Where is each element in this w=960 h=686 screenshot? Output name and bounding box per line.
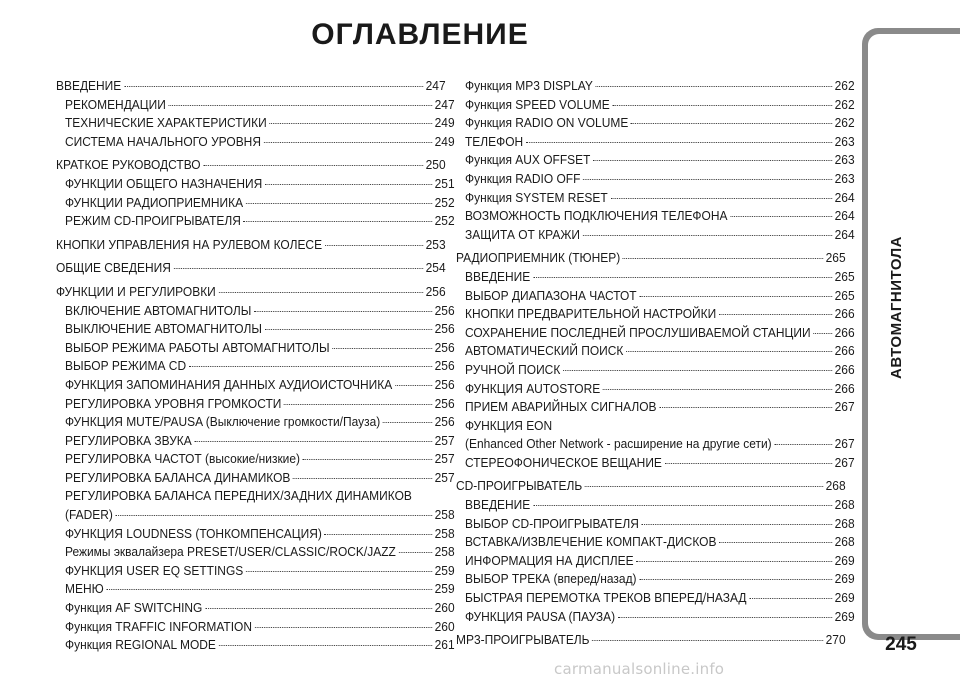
toc-entry-page: 258 (434, 525, 455, 541)
toc-entry-page: 249 (434, 115, 455, 131)
toc-entry-title: ОБЩИЕ СВЕДЕНИЯ (56, 260, 171, 276)
toc-entry-page: 265 (825, 250, 846, 266)
toc-entry-title: СОХРАНЕНИЕ ПОСЛЕДНЕЙ ПРОСЛУШИВАЕМОЙ СТАНЦИИ (465, 324, 811, 340)
toc-entry[interactable] (56, 414, 455, 433)
toc-entry[interactable] (56, 303, 455, 322)
toc-entry-page: 257 (434, 432, 455, 448)
toc-dot-leader (203, 165, 423, 166)
toc-dot-leader (642, 524, 832, 525)
toc-entry-title: ФУНКЦИИ РАДИОПРИЕМНИКА (65, 194, 244, 210)
toc-entry-title: Режимы эквалайзера PRESET/USER/CLASSIC/ROCK/JAZZ (65, 544, 396, 560)
toc-entry[interactable] (456, 497, 855, 516)
toc-entry-title: MP3-ПРОИГРЫВАТЕЛЬ (456, 632, 590, 648)
toc-entry-page: 269 (834, 608, 855, 624)
toc-entry-page: 250 (425, 157, 446, 173)
toc-dot-leader (325, 245, 423, 246)
page-number: 245 (885, 634, 917, 655)
toc-entry[interactable] (456, 190, 855, 209)
toc-entry-title: ЗАЩИТА ОТ КРАЖИ (465, 226, 580, 242)
toc-entry-page: 265 (834, 287, 855, 303)
toc-entry-page: 266 (834, 343, 855, 359)
toc-dot-leader (730, 216, 832, 217)
toc-entry-title: РЕЖИМ CD-ПРОИГРЫВАТЕЛЯ (65, 213, 241, 229)
toc-dot-leader (585, 486, 823, 487)
page-title: ОГЛАВЛЕНИЕ (311, 18, 529, 51)
toc-entry-title: ВЫБОР РЕЖИМА CD (65, 358, 187, 374)
toc-entry-title: СИСТЕМА НАЧАЛЬНОГО УРОВНЯ (65, 133, 261, 149)
toc-entry-title: МЕНЮ (65, 581, 104, 597)
toc-entry[interactable] (456, 78, 855, 97)
toc-entry-page: 247 (425, 78, 446, 93)
toc-entry-page: 252 (434, 213, 455, 229)
toc-entry[interactable] (56, 507, 455, 526)
toc-dot-leader (284, 404, 432, 405)
toc-entry-page: 256 (425, 283, 446, 299)
toc-dot-leader (612, 105, 832, 106)
toc-entry-page: 256 (434, 358, 455, 374)
toc-entry-title: ВОЗМОЖНОСТЬ ПОДКЛЮЧЕНИЯ ТЕЛЕФОНА (465, 208, 728, 224)
toc-entry-page: 268 (834, 515, 855, 531)
toc-entry-title: Функция SYSTEM RESET (465, 189, 608, 205)
toc-entry[interactable] (56, 97, 455, 116)
toc-entry-title: (Enhanced Other Network - расширение на другие сети) (465, 436, 772, 452)
toc-dot-leader (719, 542, 832, 543)
toc-entry-page: 266 (834, 306, 855, 322)
toc-right-column (456, 78, 855, 651)
toc-entry[interactable] (56, 563, 455, 582)
toc-entry-page: 252 (434, 194, 455, 210)
toc-entry[interactable] (56, 213, 455, 232)
toc-dot-leader (383, 422, 432, 423)
toc-entry[interactable] (56, 619, 455, 638)
toc-entry-page: 263 (834, 133, 855, 149)
toc-entry[interactable] (456, 455, 855, 474)
toc-entry-title: ВЫБОР ТРЕКА (вперед/назад) (465, 571, 637, 587)
toc-entry-page: 269 (834, 552, 855, 568)
toc-dot-leader (533, 277, 832, 278)
toc-entry[interactable] (56, 195, 455, 214)
toc-entry-page: 263 (834, 170, 855, 186)
toc-entry[interactable] (56, 284, 446, 303)
section-tab-label-box (876, 232, 916, 382)
toc-entry-page: 262 (834, 96, 855, 112)
toc-entry[interactable] (56, 157, 446, 176)
toc-entry[interactable] (456, 325, 855, 344)
toc-entry-title: ИНФОРМАЦИЯ НА ДИСПЛЕЕ (465, 552, 634, 568)
toc-entry[interactable] (456, 152, 855, 171)
toc-entry-page: 258 (434, 507, 455, 523)
toc-entry[interactable] (56, 176, 455, 195)
toc-entry-title: Функция RADIO ON VOLUME (465, 115, 629, 131)
toc-entry-page: 263 (834, 152, 855, 168)
toc-entry-title: ВВЕДЕНИЕ (465, 497, 531, 513)
toc-entry-title: СТЕРЕОФОНИЧЕСКОЕ ВЕЩАНИЕ (465, 454, 662, 470)
toc-entry-title: ВВЕДЕНИЕ (56, 78, 122, 93)
toc-entry-page: 270 (825, 632, 846, 648)
toc-entry-title: ФУНКЦИИ И РЕГУЛИРОВКИ (56, 283, 216, 299)
toc-entry-title: ВЫБОР РЕЖИМА РАБОТЫ АВТОМАГНИТОЛЫ (65, 339, 330, 355)
toc-dot-leader (665, 463, 832, 464)
toc-entry[interactable] (56, 358, 455, 377)
toc-entry-title: РЕГУЛИРОВКА УРОВНЯ ГРОМКОСТИ (65, 395, 282, 411)
toc-entry-title: Функция SPEED VOLUME (465, 96, 610, 112)
toc-entry-page: 261 (434, 637, 455, 653)
toc-dot-leader (583, 179, 832, 180)
toc-entry-page: 256 (434, 302, 455, 318)
toc-entry[interactable] (456, 288, 855, 307)
toc-dot-leader (265, 329, 432, 330)
toc-dot-leader (303, 459, 432, 460)
toc-entry[interactable] (56, 237, 446, 256)
toc-entry-page: 267 (834, 436, 855, 452)
toc-entry-page: 251 (434, 175, 455, 191)
toc-dot-leader (174, 268, 423, 269)
toc-dot-leader (205, 608, 432, 609)
toc-dot-leader (169, 105, 432, 106)
section-tab-label: АВТОМАГНИТОЛА (887, 235, 905, 379)
toc-entry-title: ФУНКЦИЯ LOUDNESS (ТОНКОМПЕНСАЦИЯ) (65, 525, 322, 541)
toc-entry[interactable] (456, 534, 855, 553)
toc-entry-title: РУЧНОЙ ПОИСК (465, 361, 561, 377)
toc-dot-leader (749, 598, 832, 599)
watermark: carmanualsonline.info (554, 660, 725, 678)
toc-entry[interactable] (456, 632, 846, 651)
toc-entry-page: 262 (834, 78, 855, 93)
toc-entry[interactable] (456, 516, 855, 535)
toc-dot-leader (610, 198, 832, 199)
toc-entry-page: 264 (834, 208, 855, 224)
toc-entry[interactable] (456, 208, 855, 227)
toc-entry-page: 256 (434, 339, 455, 355)
toc-dot-leader (592, 640, 823, 641)
toc-entry-title: Функция TRAFFIC INFORMATION (65, 618, 253, 634)
toc-dot-leader (563, 370, 832, 371)
toc-dot-leader (293, 478, 432, 479)
toc-entry-page: 257 (434, 451, 455, 467)
toc-entry-title: АВТОМАТИЧЕСКИЙ ПОИСК (465, 343, 624, 359)
toc-dot-leader (813, 333, 832, 334)
toc-dot-leader (254, 311, 432, 312)
toc-dot-leader (269, 123, 432, 124)
toc-entry-title: ФУНКЦИЯ EON (465, 417, 553, 433)
toc-entry[interactable] (456, 269, 855, 288)
toc-dot-leader (246, 203, 432, 204)
toc-entry-page: 266 (834, 380, 855, 396)
toc-dot-leader (596, 86, 832, 87)
toc-entry-title: ВЫКЛЮЧЕНИЕ АВТОМАГНИТОЛЫ (65, 321, 262, 337)
toc-entry-page: 264 (834, 226, 855, 242)
toc-entry-page: 268 (825, 478, 846, 494)
toc-entry[interactable] (56, 433, 455, 452)
toc-entry-title: ТЕЛЕФОН (465, 133, 524, 149)
toc-entry[interactable] (56, 637, 455, 656)
toc-entry[interactable] (56, 115, 455, 134)
toc-entry-title: ТЕХНИЧЕСКИЕ ХАРАКТЕРИСТИКИ (65, 115, 267, 131)
toc-entry[interactable] (56, 470, 455, 489)
toc-entry-page: 259 (434, 562, 455, 578)
toc-entry[interactable] (456, 436, 855, 455)
toc-dot-leader (626, 351, 832, 352)
toc-entry-title: ФУНКЦИЯ AUTOSTORE (465, 380, 601, 396)
toc-dot-leader (244, 221, 432, 222)
toc-entry-title: Функция MP3 DISPLAY (465, 78, 593, 93)
toc-entry-title: (FADER) (65, 507, 113, 523)
toc-entry-page: 264 (834, 189, 855, 205)
toc-entry-page: 254 (425, 260, 446, 276)
toc-entry-page: 267 (834, 454, 855, 470)
toc-entry-title: ФУНКЦИЯ PAUSA (ПАУЗА) (465, 608, 616, 624)
toc-entry-title: РЕГУЛИРОВКА ЗВУКА (65, 432, 192, 448)
toc-entry[interactable] (456, 399, 855, 418)
toc-entry[interactable] (56, 321, 455, 340)
toc-entry[interactable] (56, 78, 446, 97)
toc-entry[interactable] (56, 377, 455, 396)
toc-entry[interactable] (456, 306, 855, 325)
toc-entry[interactable] (56, 260, 446, 279)
toc-entry-page: 266 (834, 324, 855, 340)
toc-entry-title: Функция AUX OFFSET (465, 152, 591, 168)
toc-dot-leader (603, 389, 832, 390)
toc-entry-title: ВЫБОР CD-ПРОИГРЫВАТЕЛЯ (465, 515, 639, 531)
toc-entry-page: 268 (834, 497, 855, 513)
toc-entry[interactable] (456, 115, 855, 134)
toc-entry[interactable] (456, 171, 855, 190)
toc-entry-title: ВКЛЮЧЕНИЕ АВТОМАГНИТОЛЫ (65, 302, 252, 318)
toc-entry-title: БЫСТРАЯ ПЕРЕМОТКА ТРЕКОВ ВПЕРЕД/НАЗАД (465, 590, 747, 606)
toc-entry-title: РАДИОПРИЕМНИК (ТЮНЕР) (456, 250, 621, 266)
toc-entry[interactable] (456, 343, 855, 362)
toc-entry[interactable] (456, 590, 855, 609)
toc-entry-page: 266 (834, 361, 855, 377)
toc-entry[interactable] (456, 227, 855, 246)
toc-entry-title: ФУНКЦИИ ОБЩЕГО НАЗНАЧЕНИЯ (65, 175, 263, 191)
toc-dot-leader (246, 571, 432, 572)
toc-entry-page: 269 (834, 590, 855, 606)
toc-entry-page: 260 (434, 600, 455, 616)
toc-dot-leader (774, 444, 832, 445)
toc-dot-leader (189, 366, 432, 367)
toc-entry-title: РЕГУЛИРОВКА ЧАСТОТ (высокие/низкие) (65, 451, 301, 467)
toc-dot-leader (623, 258, 823, 259)
toc-entry-page: 265 (834, 268, 855, 284)
toc-dot-leader (395, 385, 432, 386)
toc-entry[interactable] (456, 362, 855, 381)
toc-entry[interactable] (56, 488, 455, 507)
toc-entry[interactable] (456, 250, 846, 269)
toc-entry-page: 260 (434, 618, 455, 634)
toc-entry-title: РЕГУЛИРОВКА БАЛАНСА ПЕРЕДНИХ/ЗАДНИХ ДИНАМИКОВ (65, 488, 412, 504)
toc-entry[interactable] (56, 600, 455, 619)
toc-dot-leader (399, 552, 432, 553)
toc-entry-page: 259 (434, 581, 455, 597)
toc-entry-page: 269 (834, 571, 855, 587)
toc-entry-title: CD-ПРОИГРЫВАТЕЛЬ (456, 478, 583, 494)
toc-entry-title: РЕКОМЕНДАЦИИ (65, 96, 166, 112)
toc-dot-leader (265, 184, 432, 185)
toc-entry[interactable] (56, 451, 455, 470)
toc-entry[interactable] (456, 418, 855, 437)
toc-left-column (56, 78, 455, 656)
toc-entry-page: 256 (434, 321, 455, 337)
toc-dot-leader (325, 534, 432, 535)
toc-entry-title: ВСТАВКА/ИЗВЛЕЧЕНИЕ КОМПАКТ-ДИСКОВ (465, 534, 717, 550)
toc-entry-title: ФУНКЦИЯ ЗАПОМИНАНИЯ ДАННЫХ АУДИОИСТОЧНИКА (65, 376, 393, 392)
toc-dot-leader (719, 314, 832, 315)
toc-entry-page: 268 (834, 534, 855, 550)
toc-entry-page: 257 (434, 469, 455, 485)
toc-dot-leader (593, 160, 832, 161)
toc-entry[interactable] (56, 581, 455, 600)
toc-entry[interactable] (56, 340, 455, 359)
toc-entry-title: Функция AF SWITCHING (65, 600, 203, 616)
toc-entry-title: КНОПКИ УПРАВЛЕНИЯ НА РУЛЕВОМ КОЛЕСЕ (56, 236, 323, 252)
toc-entry-page: 256 (434, 414, 455, 430)
toc-dot-leader (124, 86, 423, 87)
toc-dot-leader (116, 515, 432, 516)
toc-entry[interactable] (456, 381, 855, 400)
toc-entry-title: КНОПКИ ПРЕДВАРИТЕЛЬНОЙ НАСТРОЙКИ (465, 306, 717, 322)
toc-dot-leader (526, 142, 832, 143)
toc-entry-page: 256 (434, 395, 455, 411)
toc-entry-title: ФУНКЦИЯ USER EQ SETTINGS (65, 562, 244, 578)
toc-entry[interactable] (56, 134, 455, 153)
toc-entry-title: ВЫБОР ДИАПАЗОНА ЧАСТОТ (465, 287, 637, 303)
toc-dot-leader (106, 589, 432, 590)
toc-entry-title: ВВЕДЕНИЕ (465, 268, 531, 284)
toc-entry-title: Функция RADIO OFF (465, 170, 581, 186)
toc-dot-leader (639, 579, 832, 580)
toc-entry-title: ФУНКЦИЯ MUTE/PAUSA (Выключение громкости/Пауза) (65, 414, 381, 430)
toc-entry-page: 253 (425, 236, 446, 252)
toc-entry[interactable] (456, 609, 855, 628)
toc-dot-leader (264, 142, 432, 143)
toc-dot-leader (636, 561, 832, 562)
toc-dot-leader (533, 505, 832, 506)
toc-dot-leader (583, 235, 832, 236)
toc-entry-page: 258 (434, 544, 455, 560)
toc-entry-page: 262 (834, 115, 855, 131)
toc-entry-title: Функция REGIONAL MODE (65, 637, 216, 653)
toc-dot-leader (332, 348, 432, 349)
toc-dot-leader (194, 441, 431, 442)
toc-entry[interactable] (56, 526, 455, 545)
toc-dot-leader (218, 292, 422, 293)
toc-dot-leader (255, 627, 432, 628)
toc-entry-title: РЕГУЛИРОВКА БАЛАНСА ДИНАМИКОВ (65, 469, 291, 485)
toc-entry[interactable] (456, 97, 855, 116)
toc-entry[interactable] (456, 134, 855, 153)
toc-entry-page: 249 (434, 133, 455, 149)
toc-entry[interactable] (456, 553, 855, 572)
toc-dot-leader (659, 407, 832, 408)
toc-dot-leader (631, 123, 832, 124)
toc-dot-leader (219, 645, 432, 646)
toc-entry[interactable] (56, 396, 455, 415)
toc-entry-title: КРАТКОЕ РУКОВОДСТВО (56, 157, 201, 173)
toc-entry-page: 247 (434, 96, 455, 112)
toc-entry-title: ПРИЕМ АВАРИЙНЫХ СИГНАЛОВ (465, 399, 657, 415)
toc-entry[interactable] (456, 571, 855, 590)
toc-entry[interactable] (456, 478, 846, 497)
toc-dot-leader (639, 296, 832, 297)
toc-entry[interactable] (56, 544, 455, 563)
toc-entry-page: 256 (434, 376, 455, 392)
toc-entry-page: 267 (834, 399, 855, 415)
toc-dot-leader (618, 617, 832, 618)
